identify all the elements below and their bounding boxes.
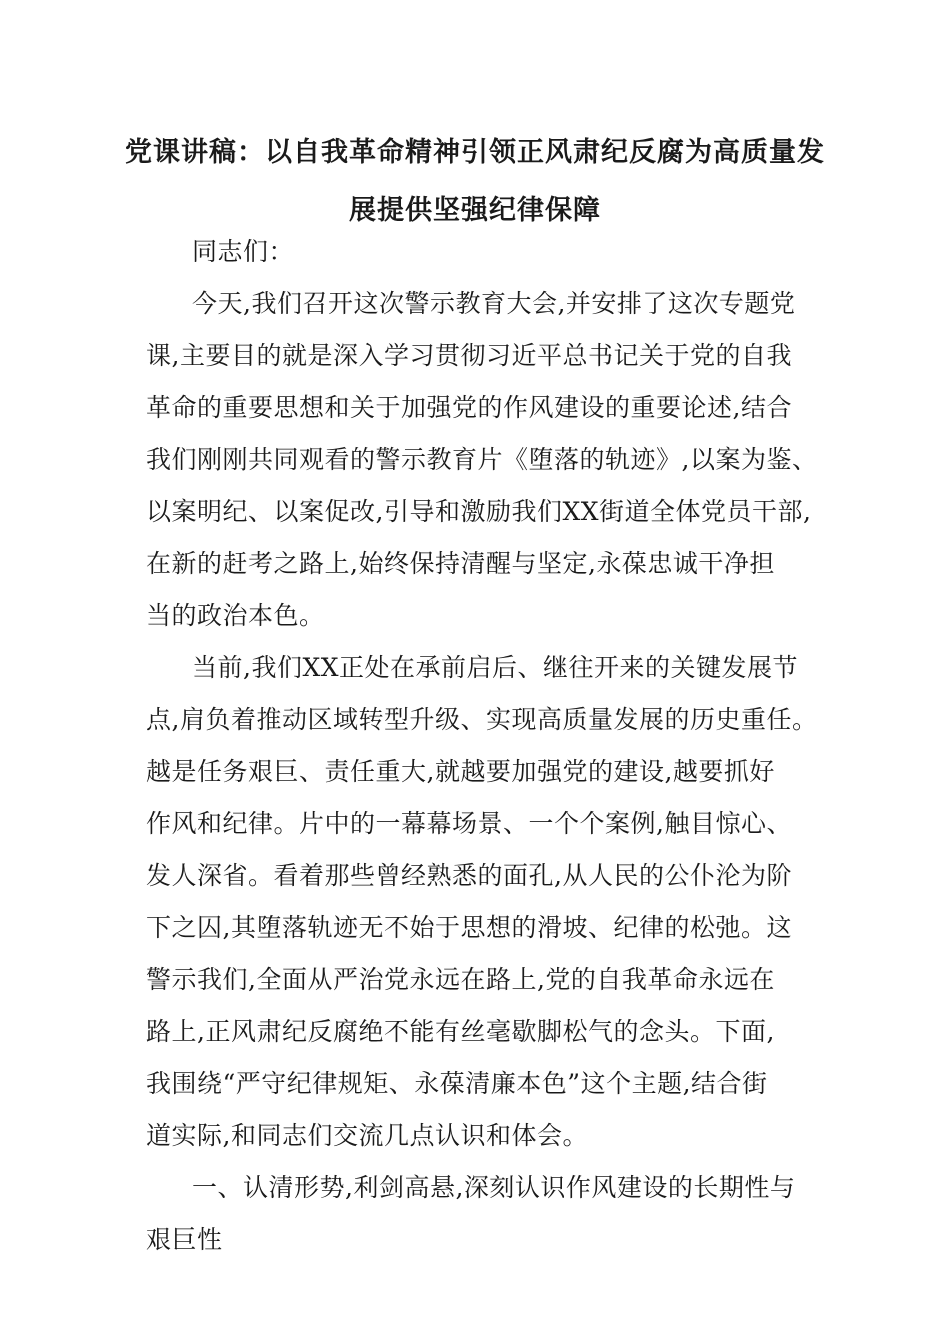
section-heading-continued: 艰巨性 (146, 1225, 223, 1254)
document-title (120, 124, 830, 240)
text-line: 作风和纪律。片中的一幕幕场景、一个个案例,触目惊心、 (146, 809, 792, 838)
section-heading: 一、认清形势,利剑高悬,深刻认识作风建设的长期性与 (192, 1173, 796, 1202)
text-line: 当的政治本色。 (146, 601, 325, 630)
text-line: 课,主要目的就是深入学习贯彻习近平总书记关于党的自我 (146, 341, 792, 370)
text-line: 以案明纪、以案促改,引导和激励我们XX街道全体党员干部, (146, 497, 812, 526)
salutation: 同志们： (192, 237, 295, 266)
text-line: 下之囚,其堕落轨迹无不始于思想的滑坡、纪律的松弛。这 (146, 913, 792, 942)
text-line: 路上,正风肃纪反腐绝不能有丝毫歇脚松气的念头。下面, (146, 1017, 775, 1046)
text-line: 点,肩负着推动区域转型升级、实现高质量发展的历史重任。 (146, 705, 818, 734)
text-line: 发人深省。看着那些曾经熟悉的面孔,从人民的公仆沦为阶 (146, 861, 792, 890)
text-line: 越是任务艰巨、责任重大,就越要加强党的建设,越要抓好 (146, 757, 775, 786)
document-body (146, 226, 826, 1266)
text-line: 在新的赶考之路上,始终保持清醒与坚定,永葆忠诚干净担 (146, 549, 775, 578)
text-line: 当前,我们XX正处在承前启后、继往开来的关键发展节 (192, 653, 799, 682)
text-line: 警示我们,全面从严治党永远在路上,党的自我革命永远在 (146, 965, 775, 994)
text-line: 道实际,和同志们交流几点认识和体会。 (146, 1121, 588, 1150)
title-line: 展提供坚强纪律保障 (349, 195, 601, 226)
text-line: 革命的重要思想和关于加强党的作风建设的重要论述,结合 (146, 393, 792, 422)
text-line: 我们刚刚共同观看的警示教育片《堕落的轨迹》,以案为鉴、 (146, 445, 818, 474)
text-line: 今天,我们召开这次警示教育大会,并安排了这次专题党 (192, 289, 796, 318)
text-line: 我围绕“严守纪律规矩、永葆清廉本色”这个主题,结合街 (146, 1069, 768, 1098)
title-line: 党课讲稿：以自我革命精神引领正风肃纪反腐为高质量发 (125, 137, 825, 168)
